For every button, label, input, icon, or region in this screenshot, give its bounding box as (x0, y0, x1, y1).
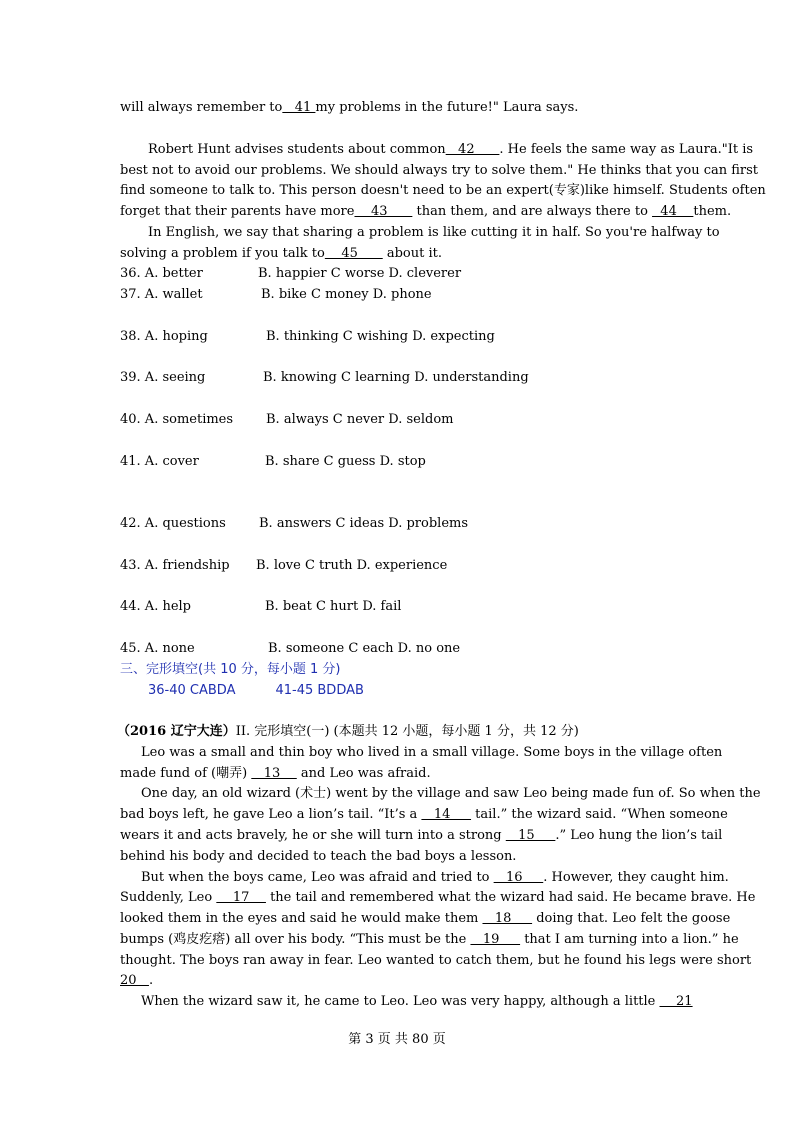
blank-42: 42 (445, 142, 500, 157)
option-row (120, 515, 675, 533)
text: When the wizard saw it, he came to Leo. Leo was very happy, although a little (141, 994, 660, 1009)
answer-key (148, 682, 675, 700)
text: made fund of (嘲弄) (120, 766, 252, 781)
text: Robert Hunt advises students about common (148, 142, 446, 157)
blank-41: 41 (282, 100, 316, 115)
text: Suddenly, Leo (120, 890, 217, 905)
option-a: 37. A. wallet (120, 287, 203, 302)
text: forget that their parents have more (120, 204, 355, 219)
text: . He feels the same way as Laura."It is (499, 142, 754, 157)
text: than them, and are always there to (412, 204, 653, 219)
option-a: 44. A. help (120, 599, 192, 614)
passage-line: find someone to talk to. This person doesn't need to be an expert(专家)like himself. Students often (120, 183, 766, 198)
option-bcd: B. share C guess D. stop (265, 454, 426, 469)
option-row (120, 286, 675, 304)
passage-line (120, 827, 723, 845)
passage-line (120, 245, 675, 263)
blank-18: 18 (482, 911, 533, 926)
option-a: 40. A. sometimes (120, 412, 234, 427)
option-bcd: B. thinking C wishing D. expecting (266, 329, 495, 344)
blank-16: 16 (493, 870, 544, 885)
passage-line: Leo was a small and thin boy who lived in a small village. Some boys in the village often (141, 745, 723, 760)
page-footer: 第 3 页 共 80 页 (348, 1032, 446, 1047)
text: doing that. Leo felt the goose (532, 911, 731, 926)
text: about it. (382, 246, 442, 261)
passage-line (120, 99, 675, 117)
blank-19: 19 (470, 932, 521, 947)
blank-17: 17 (216, 890, 266, 905)
option-a: 39. A. seeing (120, 370, 206, 385)
passage-line: In English, we say that sharing a problem is like cutting it in half. So you're halfway to (148, 225, 720, 240)
option-bcd: B. beat C hurt D. fail (265, 599, 402, 614)
option-bcd: B. always C never D. seldom (266, 412, 454, 427)
answer-key-2: 41-45 BDDAB (275, 683, 364, 698)
passage-line (141, 993, 696, 1011)
blank-14: 14 (421, 807, 472, 822)
option-a: 42. A. questions (120, 516, 226, 531)
option-row (120, 557, 675, 575)
option-row (120, 369, 675, 387)
blank-45: 45 (324, 246, 383, 261)
text: .” Leo hung the lion’s tail (555, 828, 723, 843)
text: bumps (鸡皮疙瘩) all over his body. “This must be the (120, 932, 471, 947)
text: will always remember to (120, 100, 283, 115)
blank-44: 44 (652, 204, 694, 219)
passage-line (120, 806, 728, 824)
option-bcd: B. someone C each D. no one (268, 641, 461, 656)
section-heading (117, 723, 672, 741)
text: that I am turning into a lion.” he (520, 932, 739, 947)
text: . However, they caught him. (543, 870, 729, 885)
text: wears it and acts bravely, he or she will turn into a strong (120, 828, 506, 843)
answer-heading: 三、完形填空(共 10 分，每小题 1 分) (120, 662, 341, 677)
option-row (120, 598, 675, 616)
option-row (120, 453, 675, 471)
text: But when the boys came, Leo was afraid and tried to (141, 870, 494, 885)
text: my problems in the future!" Laura says. (315, 100, 579, 115)
blank-20: 20 (120, 973, 149, 988)
passage-line (120, 889, 756, 907)
passage-line (141, 869, 729, 887)
text: . (148, 973, 154, 988)
option-a: 45. A. none (120, 641, 195, 656)
blank-43: 43 (354, 204, 413, 219)
blank-13: 13 (251, 766, 297, 781)
option-row (120, 328, 675, 346)
option-a: 38. A. hoping (120, 329, 208, 344)
passage-line: One day, an old wizard (术士) went by the village and saw Leo being made fun of. So when the (141, 786, 761, 801)
passage-line: thought. The boys ran away in fear. Leo wanted to catch them, but he found his legs were short (120, 953, 752, 968)
option-bcd: B. bike C money D. phone (261, 287, 432, 302)
passage-line (148, 141, 754, 159)
option-a: 36. A. better (120, 266, 203, 281)
passage-line: behind his body and decided to teach the bad boys a lesson. (120, 849, 517, 864)
text: tail.” the wizard said. “When someone (471, 807, 728, 822)
answer-key-1: 36-40 CABDA (148, 683, 236, 698)
passage-line (120, 765, 675, 783)
option-row (120, 265, 675, 283)
text: bad boys left, he gave Leo a lion’s tail. “It’s a (120, 807, 422, 822)
text: them. (693, 204, 732, 219)
passage-line (120, 203, 732, 221)
option-bcd: B. knowing C learning D. understanding (263, 370, 529, 385)
text: looked them in the eyes and said he would make them (120, 911, 483, 926)
option-bcd: B. love C truth D. experience (256, 558, 448, 573)
section-title: II. 完形填空(一) (本题共 12 小题，每小题 1 分，共 12 分) (235, 724, 579, 739)
option-bcd: B. happier C worse D. cleverer (258, 266, 462, 281)
text: and Leo was afraid. (296, 766, 431, 781)
passage-line (120, 931, 739, 949)
option-bcd: B. answers C ideas D. problems (259, 516, 469, 531)
passage-line (120, 972, 675, 990)
text: solving a problem if you talk to (120, 246, 325, 261)
option-a: 43. A. friendship (120, 558, 230, 573)
option-a: 41. A. cover (120, 454, 199, 469)
option-row (120, 411, 675, 429)
text: the tail and remembered what the wizard had said. He became brave. He (265, 890, 756, 905)
passage-line: best not to avoid our problems. We should always try to solve them." He thinks that you can first (120, 163, 759, 178)
option-row (120, 640, 675, 658)
blank-21: 21 (659, 994, 693, 1009)
source-label: （2016 辽宁大连） (117, 724, 236, 739)
passage-line (120, 910, 731, 928)
blank-15: 15 (505, 828, 556, 843)
